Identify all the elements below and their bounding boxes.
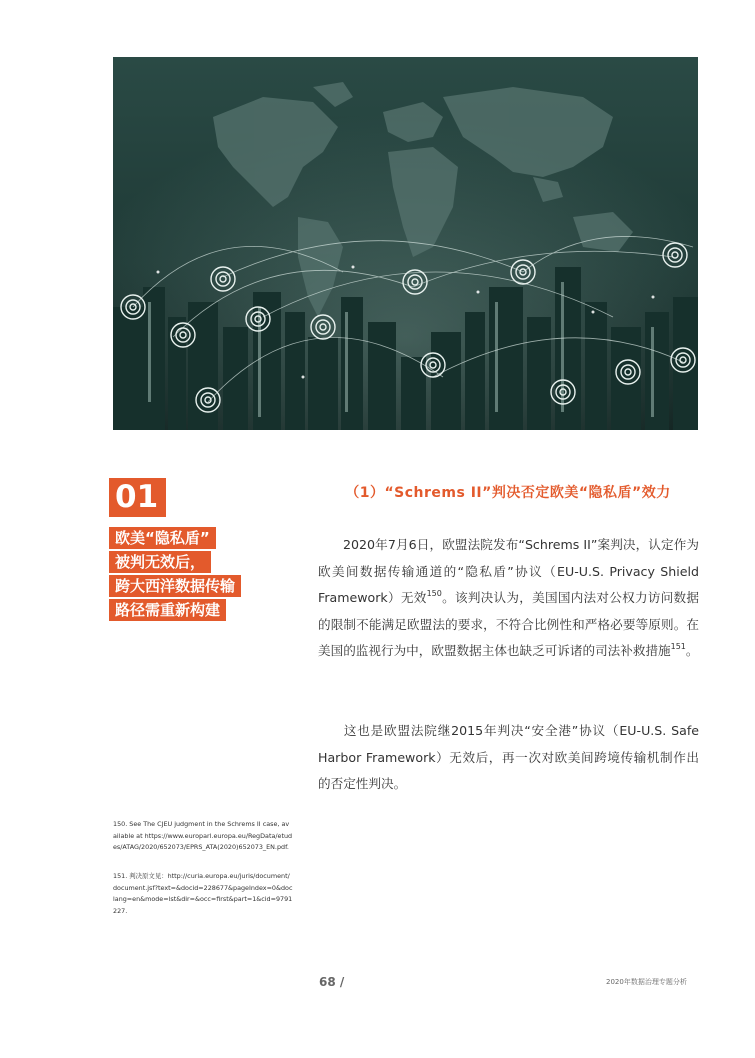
footnote-ref: 150 bbox=[426, 589, 442, 598]
section-title bbox=[109, 527, 259, 623]
paragraph-text: 2020年7月6日，欧盟法院发布“Schrems II”案判决，认定作为欧美间数据传输通道的“隐私盾”协议（EU-U.S. Privacy Shield Framework）无效 bbox=[318, 537, 699, 605]
page-number: 68 / bbox=[319, 975, 345, 989]
paragraph-text: 。 bbox=[685, 643, 699, 658]
footnote: 150. See The CJEU judgment in the Schrems II case, available at https://www.europarl.europa.eu/RegData/etudes/ATAG/2020/652073/EPRS_ATA(2020)652073_EN.pdf. bbox=[113, 820, 293, 851]
section-title-line: 路径需重新构建 bbox=[109, 599, 226, 621]
footnote: 151. 判决原文见：http://curia.europa.eu/juris/document/document.jsf?text=&docid=228677&pageIndex=0&doclang=en&mode=lst&dir=&occ=first&part=1&cid=9791227. bbox=[113, 872, 293, 915]
subsection-heading: （1）“Schrems II”判决否定欧美“隐私盾”效力 bbox=[345, 485, 671, 501]
footnote-ref: 151 bbox=[670, 642, 686, 651]
hero-image-world-network-city bbox=[113, 57, 698, 430]
section-title-line: 跨大西洋数据传输 bbox=[109, 575, 241, 597]
section-title-line: 被判无效后， bbox=[109, 551, 211, 573]
section-title-line: 欧美“隐私盾” bbox=[109, 527, 216, 549]
report-title: 2020年数据治理专题分析 bbox=[606, 978, 687, 986]
body-paragraph bbox=[318, 718, 699, 798]
paragraph-text: 。该判决认为，美国国内法对公权力访问数据的限制不能满足欧盟法的要求，不符合比例性和严格必要等原则。在美国的监视行为中，欧盟数据主体也缺乏可诉诸的司法补救措施 bbox=[318, 590, 700, 658]
section-number: 01 bbox=[109, 478, 166, 517]
paragraph-text: 这也是欧盟法院继2015年判决“安全港”协议（EU-U.S. Safe Harbor Framework）无效后，再一次对欧美间跨境传输机制作出的否定性判决。 bbox=[318, 723, 699, 791]
body-paragraph bbox=[318, 532, 699, 665]
